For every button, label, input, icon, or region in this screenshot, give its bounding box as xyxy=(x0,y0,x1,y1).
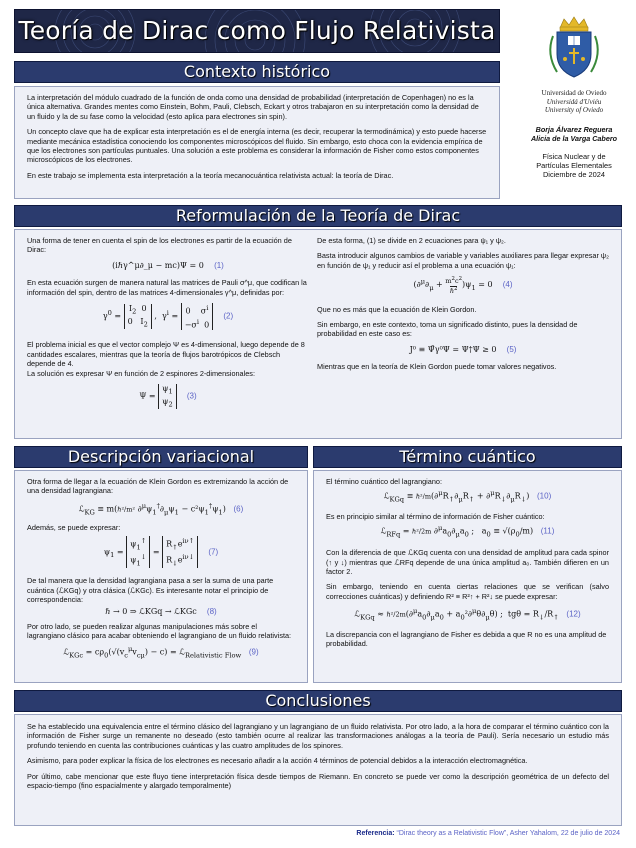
reference-line xyxy=(356,830,620,837)
equation-6: ℒ$_{KG}$ ≡ m(ℏ²/m² $\partial^\mu\psi_1^\dagger\partial_\mu\psi_1 - c^2\psi_1^\dagger\psi_1$) (6) xyxy=(78,501,244,517)
equation-11: ℒ$_{RFq}$ = ℏ²/2m $\partial^\mu a_0\partial_\mu a_0$ ; $a_0 \equiv √(\rho_0/m)$ (11) xyxy=(380,524,555,539)
reference-details: , Asher Yahalom, 22 de julio de 2024 xyxy=(506,830,620,837)
department-line-2: Partículas Elementales xyxy=(536,160,612,170)
conclusiones-paragraph: Se ha establecido una equivalencia entre el término clásico del lagrangiano y un lagrangiano de un fluido relativista. Por otro lado, a la hora de comparar el término cuántico con la información de Fisher surge un remanente no deseado (esto también ocurre al realizar las transformaciones análogas a la teoría de Pauli). Sería necesario un estudio más profundo teniendo en cuenta las contribuciones cuánticas y las cuatro amplitudes de los spinores. xyxy=(27,722,609,750)
university-crest-icon xyxy=(524,14,624,80)
section-body-reformulacion xyxy=(14,229,622,439)
equation-1 xyxy=(27,261,309,270)
reference-title: “Dirac theory as a Relativistic Flow” xyxy=(396,830,507,837)
reformulacion-paragraph: El problema inicial es que el vector complejo Ψ es 4-dimensional, luego depende de 8 cantidades escalares, mientras que la teoría de flujos barotrópicos de Clebsch depende de 4. xyxy=(27,340,305,369)
reformulacion-paragraph: Basta introducir algunos cambios de variable y variables auxiliares para llegar expresar ψ₂ en función de ψ₁ y reducir así el problema a una ecuación ψ₁: xyxy=(317,251,609,270)
equation-6-number: (6) xyxy=(233,504,244,514)
equation-9: ℒ$_{KGc}$ = $c\rho_0(√(v_c^\mu v_{c\mu}) - c)$ = ℒ$_{Relativistic Flow}$ (9) xyxy=(63,644,259,660)
university-name-en: University of Oviedo xyxy=(544,106,604,114)
variacional-paragraph: Además, se puede expresar: xyxy=(27,523,121,533)
equation-2: $\gamma^0 = I_2$ 0 0 $I_2$ , $\gamma^i = 0$ $\sigma^i$ $-\sigma^i$ 0 (2) xyxy=(102,304,234,330)
author-2: Alicia de la Varga Cabero xyxy=(530,133,618,143)
contexto-paragraph: Un concepto clave que ha de explicar esta interpretación es el de energía interna (es decir, recuperar la termodinámica) y esto puede hacerse mediante mecánica estadística conociendo los componentes microscópicos del fluido. Sin embargo, esto choca con la evidencia empírica de que los electrones son partículas puntuales. Una solución a este problema es considerar la información de Fisher como estos componentes microscópicos de los electrones. xyxy=(27,127,487,165)
conclusiones-paragraph: Asimismo, para poder explicar la física de los electrones es necesario añadir a la acción 4 términos de potencial debidos a la interacción electromagnética. xyxy=(27,756,528,766)
section-body-contexto xyxy=(14,86,500,199)
reformulacion-paragraph: Sin embargo, en este contexto, toma un significado distinto, pues la densidad de probabilidad en este caso es: xyxy=(317,319,578,339)
equation-12: ℒ$_{KGq}$ ≈ $\hbar^2/2m(\partial^\mu a_0\partial_\mu a_0 + a_0^2\partial^\mu\theta\partial_\mu\theta)$ ; $tg\theta = R_↓/R_↑$ (12) xyxy=(354,607,581,622)
equation-7: $\psi_1 = \psi_1^↑$ $\psi_1^↓ = R_↑e^{i\nu↑}$ $R_↓e^{i\nu↓}$ (7) xyxy=(103,536,219,568)
section-body-variacional xyxy=(14,470,308,683)
reformulacion-paragraph: Una forma de tener en cuenta el spin de los electrones es partir de la ecuación de Dirac: xyxy=(27,236,292,255)
cuantico-paragraph: Sin embargo, teniendo en cuenta ciertas relaciones que se verifican (salvo correcciones cuánticas) y definiendo R² ≡ R²↑ + R²↓ se puede expresar: xyxy=(326,582,609,601)
equation-12-number: (12) xyxy=(566,609,581,619)
section-body-conclusiones xyxy=(14,714,622,826)
reference-label: Referencia: xyxy=(356,830,395,837)
reformulacion-paragraph: Que no es más que la ecuación de Klein Gordon. xyxy=(317,304,477,314)
reformulacion-paragraph: En esta ecuación surgen de manera natural las matrices de Pauli σ^μ, que codifican la información del spin, dentro de las matrices 4-dimensionales γ^μ, definidas por: xyxy=(27,278,307,297)
date: Diciembre de 2024 xyxy=(542,169,606,179)
university-name-es: Universidad de Oviedo xyxy=(541,89,607,97)
section-heading-cuantico: Término cuántico xyxy=(313,446,622,468)
reformulacion-left-column xyxy=(27,236,309,409)
equation-3-number: (3) xyxy=(186,391,197,401)
conclusiones-paragraph: Por último, cabe mencionar que este fluyo tiene interpretación física desde tiempos de Riemann. En concreto se puede ver como la descripción geométrica de un defecto del espacio-tiempo (fino espacialmente y alargado temporalmente) xyxy=(27,771,609,791)
contexto-paragraph: La interpretación del módulo cuadrado de la función de onda como una densidad de probabilidad (interpretación de Copenhagen) no es la única alternativa. Grandes mentes como Einstein, Bohm, Pauli, Clebsch, Eckart y otros trabajaron en su interpretación como la densidad de un fluido y la de su fase como la velocidad (esto aplica para electrones sin spin). xyxy=(27,93,479,121)
equation-8 xyxy=(27,607,295,616)
equation-10: ℒ$_{KGq}$ ≡ $\hbar^2/m(\partial^\mu R_↑\partial_\mu R_↑ + \partial^\mu R_↓\partial_\mu R_↓)$ (10) xyxy=(383,489,552,504)
poster-title: Teoría de Dirac como Flujo Relativista xyxy=(18,16,496,45)
section-heading-conclusiones: Conclusiones xyxy=(14,690,622,712)
equation-5-text: J⁰ ≡ Ψ̄γ⁰Ψ = Ψ†Ψ ≥ 0 xyxy=(409,344,497,354)
university-block xyxy=(524,14,624,179)
university-name-ast: Universidá d'Uviéu xyxy=(546,97,602,106)
cuantico-paragraph: La discrepancia con el lagrangiano de Fisher es debida a que R no es una amplitud de probabilidad. xyxy=(326,629,607,649)
reformulacion-right-column xyxy=(317,236,609,378)
cuantico-paragraph: Con la diferencia de que ℒKGq cuenta con una densidad de amplitud para cada spinor (↑ y ↓) mientras que ℒRFq depende de una única amplitud a₀. También difieren en un factor 2. xyxy=(326,548,609,576)
cuantico-paragraph: Es en principio similar al término de información de Fisher cuántico: xyxy=(326,512,545,522)
equation-2-number: (2) xyxy=(223,311,234,321)
title-banner xyxy=(14,9,500,53)
equation-7-number: (7) xyxy=(208,547,219,557)
equation-3: $\Psi = \psi_1$ $\psi_2$ (3) xyxy=(139,383,197,409)
author-1: Borja Álvarez Reguera xyxy=(535,124,613,134)
equation-10-number: (10) xyxy=(537,492,552,502)
equation-1-number: (1) xyxy=(214,260,224,270)
variacional-paragraph: Otra forma de llegar a la ecuación de Klein Gordon es extremizando la acción de una densidad lagrangiana: xyxy=(27,477,289,496)
section-body-cuantico xyxy=(313,470,622,683)
equation-8-text: ℏ → 0 ⇒ ℒKGq → ℒKGc xyxy=(105,606,197,616)
equation-5 xyxy=(317,345,609,354)
reformulacion-paragraph: Mientras que en la teoría de Klein Gordon puede tomar valores negativos. xyxy=(317,362,557,372)
contexto-paragraph: En este trabajo se implementa esta interpretación a la teoría mecanocuántica relativista actual: la teoría de Dirac. xyxy=(27,170,394,180)
variacional-paragraph: De tal manera que la densidad lagrangiana pasa a ser la suma de una parte cuántica (ℒKGq) y otra clásica (ℒKGc). Es interesante notar el principio de correspondencia: xyxy=(27,576,274,605)
equation-11-number: (11) xyxy=(540,527,555,537)
equation-4-number: (4) xyxy=(502,280,513,290)
section-heading-contexto: Contexto histórico xyxy=(14,61,500,83)
equation-9-number: (9) xyxy=(248,647,259,657)
equation-4: ($\partial^\mu\partial_\mu + m^2c^2$ ℏ$^2$ )$\psi_1 = 0$ (4) xyxy=(413,276,513,295)
section-heading-reformulacion: Reformulación de la Teoría de Dirac xyxy=(14,205,622,227)
equation-1-text: (iℏγ^μ∂_μ − mc)Ψ = 0 xyxy=(112,260,204,270)
equation-5-number: (5) xyxy=(506,344,517,354)
cuantico-paragraph: El término cuántico del lagrangiano: xyxy=(326,477,443,486)
reformulacion-paragraph: De esta forma, (1) se divide en 2 ecuaciones para ψ₁ y ψ₂. xyxy=(317,236,506,245)
reformulacion-paragraph: La solución es expresar Ψ en función de 2 espinores 2-dimensionales: xyxy=(27,368,255,378)
section-heading-variacional: Descripción variacional xyxy=(14,446,308,468)
variacional-paragraph: Por otro lado, se pueden realizar algunas manipulaciones más sobre el lagrangiano clásico para acabar obteniendo el lagrangiano de un fluido relativista: xyxy=(27,622,292,641)
equation-8-number: (8) xyxy=(206,606,217,616)
department-line-1: Física Nuclear y de xyxy=(542,151,606,161)
